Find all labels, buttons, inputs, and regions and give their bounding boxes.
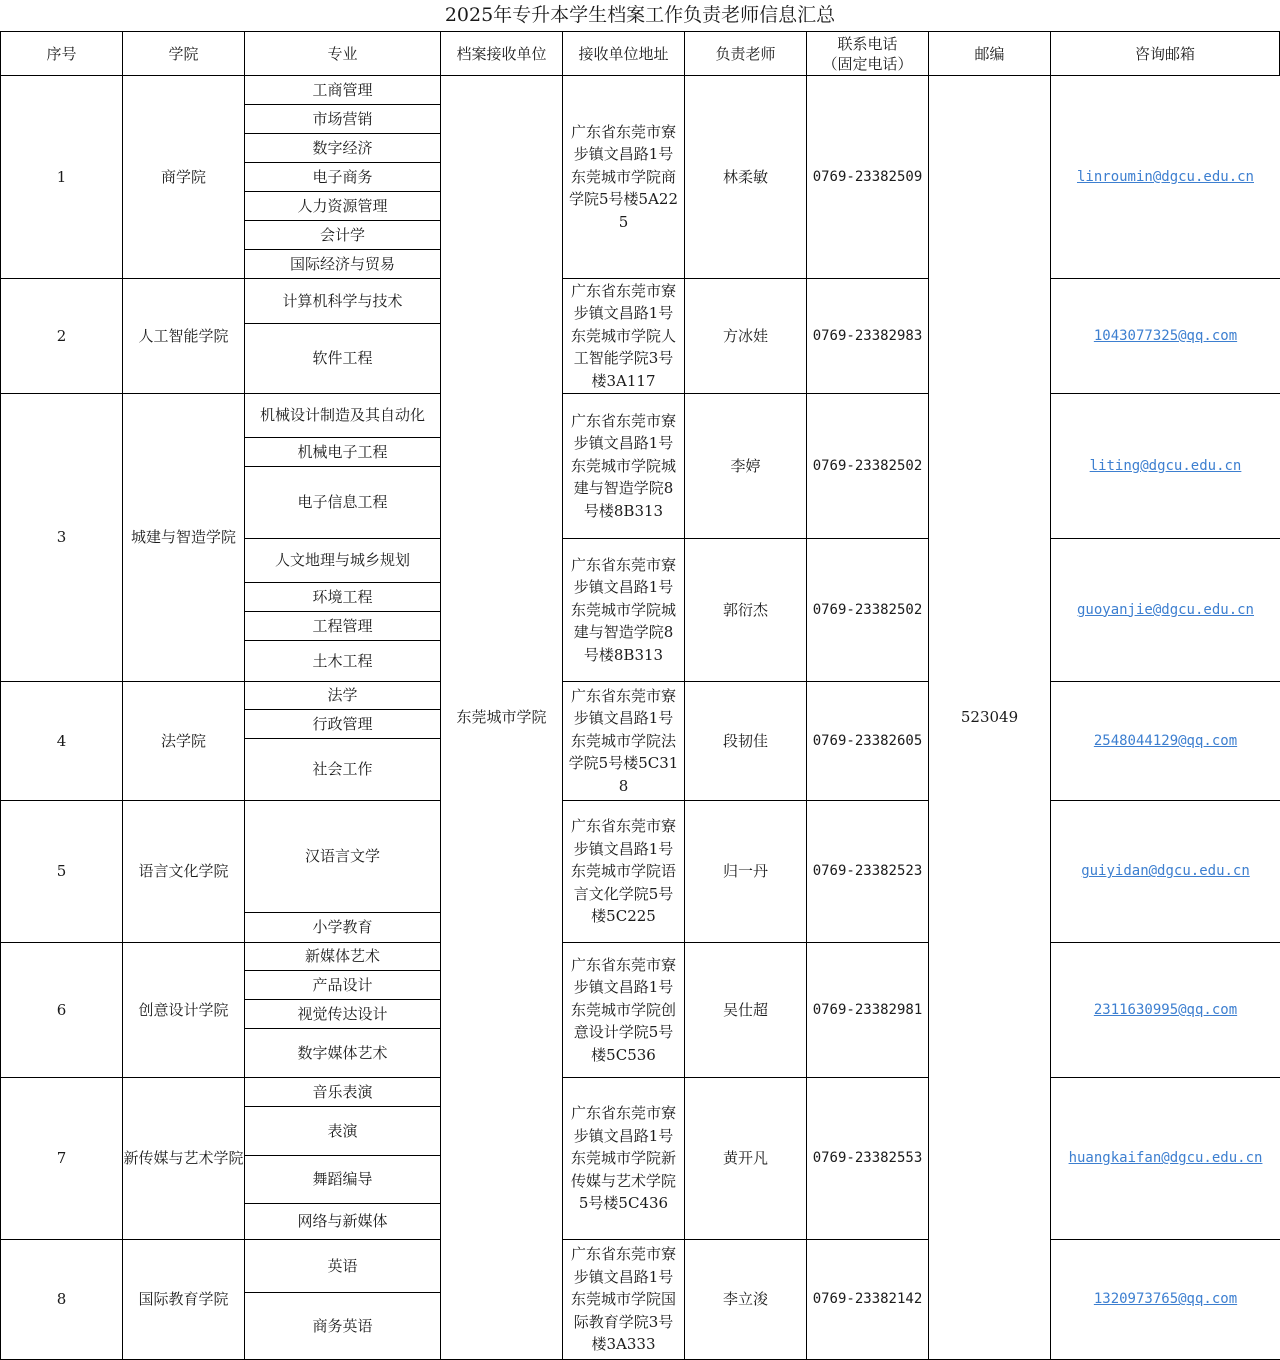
phone-number: 0769-23382981 <box>812 1001 923 1018</box>
major-cell <box>244 611 441 641</box>
major-name: 土木工程 <box>312 651 373 670</box>
address-text: 广东省东莞市寮步镇文昌路1号东莞城市学院城建与智造学院8号楼8B313 <box>570 555 676 664</box>
major-name: 人文地理与城乡规划 <box>274 551 410 570</box>
address-cell <box>562 681 685 801</box>
archive-unit: 东莞城市学院 <box>456 708 547 727</box>
major-name: 视觉传达设计 <box>297 1004 388 1023</box>
postcode-cell <box>928 75 1051 1360</box>
seq-cell <box>0 75 123 279</box>
header-address <box>562 31 685 76</box>
major-cell <box>244 1203 441 1240</box>
phone-number: 0769-23382983 <box>812 327 923 344</box>
email-cell <box>1050 1239 1280 1360</box>
major-name: 汉语言文学 <box>304 847 380 866</box>
phone-cell <box>806 393 929 539</box>
major-cell <box>244 800 441 913</box>
header-email <box>1050 31 1280 76</box>
major-cell <box>244 278 441 324</box>
major-name: 行政管理 <box>312 714 373 733</box>
email-cell <box>1050 75 1280 279</box>
address-text: 广东省东莞市寮步镇文昌路1号东莞城市学院创意设计学院5号楼5C536 <box>570 955 676 1064</box>
major-cell <box>244 709 441 739</box>
address-text: 广东省东莞市寮步镇文昌路1号东莞城市学院商学院5号楼5A225 <box>568 122 678 231</box>
phone-number: 0769-23382523 <box>812 863 923 880</box>
phone-number: 0769-23382142 <box>812 1291 923 1308</box>
major-cell <box>244 393 441 438</box>
major-cell <box>244 437 441 467</box>
teacher-name: 归一丹 <box>722 862 768 881</box>
email-cell <box>1050 800 1280 943</box>
college-name: 创意设计学院 <box>138 1000 229 1019</box>
phone-cell <box>806 278 929 394</box>
college-cell <box>122 1077 245 1240</box>
college-name: 人工智能学院 <box>138 326 229 345</box>
phone-cell <box>806 1077 929 1240</box>
college-name: 法学院 <box>160 731 206 750</box>
header-college-label: 学院 <box>168 44 199 63</box>
address-cell <box>562 942 685 1078</box>
email-link[interactable]: 2311630995@qq.com <box>1093 1001 1238 1018</box>
archive-unit-cell <box>440 75 563 1360</box>
major-name: 机械电子工程 <box>297 442 388 461</box>
postcode: 523049 <box>960 708 1019 727</box>
address-cell <box>562 538 685 682</box>
major-name: 舞蹈编导 <box>312 1170 373 1189</box>
major-cell <box>244 1155 441 1204</box>
header-postcode-label: 邮编 <box>974 44 1005 63</box>
seq-number: 4 <box>56 731 67 750</box>
major-name: 音乐表演 <box>312 1082 373 1101</box>
teacher-name: 林柔敏 <box>722 167 768 186</box>
major-cell <box>244 538 441 583</box>
major-name: 新媒体艺术 <box>304 947 380 966</box>
email-cell <box>1050 942 1280 1078</box>
email-cell <box>1050 278 1280 394</box>
email-cell <box>1050 1077 1280 1240</box>
teacher-cell <box>684 75 807 279</box>
header-unit <box>440 31 563 76</box>
major-cell <box>244 1106 441 1156</box>
header-email-label: 咨询邮箱 <box>1134 44 1195 63</box>
page-title: 2025年专升本学生档案工作负责老师信息汇总 <box>444 4 836 26</box>
major-name: 机械设计制造及其自动化 <box>259 406 425 425</box>
major-name: 社会工作 <box>312 760 373 779</box>
major-cell <box>244 942 441 971</box>
phone-cell <box>806 942 929 1078</box>
major-cell <box>244 466 441 539</box>
major-cell <box>244 1292 441 1360</box>
college-name: 商学院 <box>160 167 206 186</box>
major-name: 法学 <box>327 686 358 705</box>
teacher-name: 吴仕超 <box>722 1000 768 1019</box>
major-cell <box>244 75 441 105</box>
major-cell <box>244 323 441 394</box>
major-name: 数字经济 <box>312 138 373 157</box>
email-link[interactable]: 1320973765@qq.com <box>1093 1291 1238 1308</box>
email-cell <box>1050 538 1280 682</box>
address-cell <box>562 75 685 279</box>
header-address-label: 接收单位地址 <box>578 44 669 63</box>
header-phone-label: 联系电话 <box>837 34 898 53</box>
teacher-cell <box>684 681 807 801</box>
major-cell <box>244 133 441 163</box>
email-link[interactable]: liting@dgcu.edu.cn <box>1089 457 1242 474</box>
college-cell <box>122 681 245 801</box>
archive-contact-table <box>0 31 1280 1360</box>
header-postcode <box>928 31 1051 76</box>
teacher-cell <box>684 278 807 394</box>
seq-number: 3 <box>56 528 67 547</box>
major-name: 电子信息工程 <box>297 493 388 512</box>
teacher-cell <box>684 538 807 682</box>
major-name: 环境工程 <box>312 587 373 606</box>
email-cell <box>1050 393 1280 539</box>
email-link[interactable]: linroumin@dgcu.edu.cn <box>1076 168 1254 185</box>
header-seq-label: 序号 <box>46 44 77 63</box>
major-cell <box>244 738 441 801</box>
teacher-name: 郭衍杰 <box>722 600 768 619</box>
phone-cell <box>806 538 929 682</box>
major-cell <box>244 912 441 943</box>
major-name: 数字媒体艺术 <box>297 1043 388 1062</box>
major-cell <box>244 1239 441 1293</box>
seq-cell <box>0 278 123 394</box>
major-name: 产品设计 <box>312 975 373 994</box>
major-name: 小学教育 <box>312 918 373 937</box>
major-name: 工商管理 <box>312 80 373 99</box>
phone-cell <box>806 75 929 279</box>
major-name: 软件工程 <box>312 349 373 368</box>
seq-number: 7 <box>56 1149 67 1168</box>
major-name: 英语 <box>327 1256 358 1275</box>
major-cell <box>244 999 441 1029</box>
phone-number: 0769-23382553 <box>812 1150 923 1167</box>
phone-cell <box>806 1239 929 1360</box>
header-college <box>122 31 245 76</box>
phone-number: 0769-23382605 <box>812 732 923 749</box>
major-name: 国际经济与贸易 <box>289 254 395 273</box>
major-cell <box>244 1077 441 1107</box>
address-text: 广东省东莞市寮步镇文昌路1号东莞城市学院城建与智造学院8号楼8B313 <box>570 411 676 520</box>
address-cell <box>562 278 685 394</box>
phone-cell <box>806 681 929 801</box>
seq-number: 1 <box>56 167 67 186</box>
major-cell <box>244 640 441 682</box>
phone-number: 0769-23382502 <box>812 457 923 474</box>
header-seq <box>0 31 123 76</box>
teacher-name: 李立浚 <box>722 1290 768 1309</box>
major-name: 会计学 <box>319 225 365 244</box>
college-name: 新传媒与艺术学院 <box>123 1149 244 1168</box>
teacher-cell <box>684 942 807 1078</box>
college-cell <box>122 942 245 1078</box>
college-cell <box>122 75 245 279</box>
major-cell <box>244 249 441 279</box>
major-cell <box>244 191 441 221</box>
major-name: 网络与新媒体 <box>297 1212 388 1231</box>
teacher-cell <box>684 393 807 539</box>
address-cell <box>562 1077 685 1240</box>
header-major <box>244 31 441 76</box>
major-cell <box>244 220 441 250</box>
address-text: 广东省东莞市寮步镇文昌路1号东莞城市学院国际教育学院3号楼3A333 <box>570 1245 676 1354</box>
seq-cell <box>0 393 123 682</box>
teacher-cell <box>684 800 807 943</box>
college-name: 国际教育学院 <box>138 1290 229 1309</box>
address-text: 广东省东莞市寮步镇文昌路1号东莞城市学院语言文化学院5号楼5C225 <box>570 817 676 926</box>
seq-number: 6 <box>56 1000 67 1019</box>
college-cell <box>122 278 245 394</box>
seq-number: 2 <box>56 326 67 345</box>
college-cell <box>122 393 245 682</box>
seq-cell <box>0 1239 123 1360</box>
seq-cell <box>0 942 123 1078</box>
header-teacher-label: 负责老师 <box>715 44 776 63</box>
major-name: 工程管理 <box>312 616 373 635</box>
major-name: 计算机科学与技术 <box>282 291 403 310</box>
college-cell <box>122 1239 245 1360</box>
teacher-cell <box>684 1239 807 1360</box>
major-cell <box>244 582 441 612</box>
seq-cell <box>0 800 123 943</box>
major-name: 电子商务 <box>312 167 373 186</box>
teacher-cell <box>684 1077 807 1240</box>
email-link[interactable]: 1043077325@qq.com <box>1093 327 1238 344</box>
major-name: 人力资源管理 <box>297 196 388 215</box>
address-cell <box>562 800 685 943</box>
address-cell <box>562 393 685 539</box>
teacher-name: 李婷 <box>730 456 761 475</box>
email-link[interactable]: guoyanjie@dgcu.edu.cn <box>1076 601 1254 618</box>
major-cell <box>244 1028 441 1078</box>
teacher-name: 方冰娃 <box>722 326 768 345</box>
teacher-name: 黄开凡 <box>722 1149 768 1168</box>
major-cell <box>244 162 441 192</box>
major-cell <box>244 104 441 134</box>
header-unit-label: 档案接收单位 <box>456 44 547 63</box>
major-name: 市场营销 <box>312 109 373 128</box>
college-cell <box>122 800 245 943</box>
phone-number: 0769-23382502 <box>812 601 923 618</box>
phone-cell <box>806 800 929 943</box>
email-link[interactable]: huangkaifan@dgcu.edu.cn <box>1068 1150 1263 1167</box>
address-text: 广东省东莞市寮步镇文昌路1号东莞城市学院人工智能学院3号楼3A117 <box>570 281 676 390</box>
seq-cell <box>0 1077 123 1240</box>
college-name: 城建与智造学院 <box>130 528 236 547</box>
email-cell <box>1050 681 1280 801</box>
major-name: 表演 <box>327 1121 358 1140</box>
address-cell <box>562 1239 685 1360</box>
college-name: 语言文化学院 <box>138 862 229 881</box>
major-cell <box>244 970 441 1000</box>
major-name: 商务英语 <box>312 1316 373 1335</box>
header-major-label: 专业 <box>327 44 358 63</box>
address-text: 广东省东莞市寮步镇文昌路1号东莞城市学院法学院5号楼5C318 <box>568 686 679 795</box>
phone-number: 0769-23382509 <box>812 168 923 185</box>
email-link[interactable]: 2548044129@qq.com <box>1093 732 1238 749</box>
header-phone <box>806 31 929 76</box>
address-text: 广东省东莞市寮步镇文昌路1号东莞城市学院新传媒与艺术学院5号楼5C436 <box>570 1104 676 1213</box>
email-link[interactable]: guiyidan@dgcu.edu.cn <box>1081 863 1250 880</box>
header-phone-sublabel: （固定电话） <box>822 54 913 73</box>
teacher-name: 段韧佳 <box>722 731 768 750</box>
header-teacher <box>684 31 807 76</box>
seq-cell <box>0 681 123 801</box>
seq-number: 8 <box>56 1290 67 1309</box>
major-cell <box>244 681 441 710</box>
seq-number: 5 <box>56 862 67 881</box>
